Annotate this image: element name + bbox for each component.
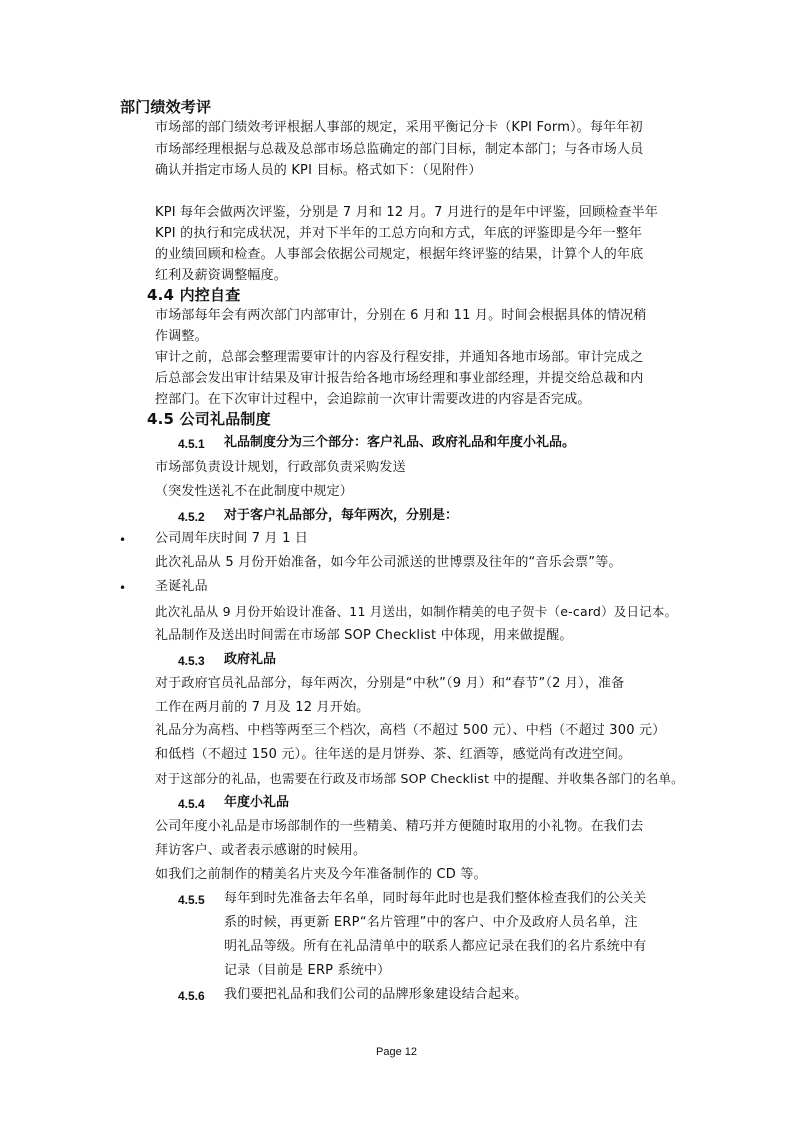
body-line: 对于这部分的礼品，也需要在行政及市场部 SOP Checklist 中的提醒、并收集各部门的名单。	[155, 771, 684, 786]
subsection-number: 4.5.6	[178, 989, 205, 1003]
bullet-marker: •	[119, 533, 127, 547]
subsection-number: 4.5.1	[178, 437, 205, 451]
body-line: （突发性送礼不在此制度中规定）	[155, 484, 354, 499]
body-line: KPI 的执行和完成状况，并对下半年的工总方向和方式，年底的评鉴即是今年一整年	[155, 226, 643, 241]
body-line: 系的时候，再更新 ERP“名片管理”中的客户、中介及政府人员名单，注	[224, 915, 638, 930]
list-item-desc: 此次礼品从 9 月份开始设计准备、11 月送出，如制作精美的电子贺卡（e-card）及日记本。	[155, 604, 678, 619]
subsection-number: 4.5.2	[178, 510, 205, 524]
list-item-label: 圣诞礼品	[155, 579, 208, 594]
body-line: 确认并指定市场人员的 KPI 目标。格式如下：（见附件）	[155, 163, 482, 178]
section-heading: 4.4 内控自查	[147, 286, 241, 304]
subsection-title: 政府礼品	[224, 652, 277, 667]
body-line: 和低档（不超过 150 元）。往年送的是月饼券、茶、红酒等，感觉尚有改进空间。	[155, 747, 632, 762]
subsection-number: 4.5.3	[178, 654, 205, 668]
body-line: 市场部每年会有两次部门内部审计，分别在 6 月和 11 月。时间会根据具体的情况稍	[155, 308, 647, 323]
body-line: 市场部的部门绩效考评根据人事部的规定，采用平衡记分卡（KPI Form）。每年年初	[155, 120, 643, 135]
bullet-marker: •	[119, 581, 127, 595]
page-number: Page 12	[376, 1046, 417, 1058]
body-line: 记录（目前是 ERP 系统中）	[224, 963, 391, 978]
body-line: KPI 每年会做两次评鉴，分别是 7 月和 12 月。7 月进行的是年中评鉴，回顾检查半年	[155, 205, 659, 220]
subsection-title: 年度小礼品	[224, 795, 290, 810]
body-line: 工作在两月前的 7 月及 12 月开始。	[155, 700, 370, 715]
list-item-desc: 礼品制作及送出时间需在市场部 SOP Checklist 中体现，用来做提醒。	[155, 628, 573, 643]
body-line: 作调整。	[155, 329, 208, 344]
body-line: 明礼品等级。所有在礼品清单中的联系人都应记录在我们的名片系统中有	[224, 939, 647, 954]
body-line: 拜访客户、或者表示感谢的时候用。	[155, 843, 367, 858]
body-line: 每年到时先准备去年名单，同时每年此时也是我们整体检查我们的公关关	[224, 891, 647, 906]
list-item-desc: 此次礼品从 5 月份开始准备，如今年公司派送的世博票及往年的“音乐会票”等。	[155, 555, 622, 570]
body-line: 控部门。在下次审计过程中，会追踪前一次审计需要改进的内容是否完成。	[155, 392, 591, 407]
subsection-title: 礼品制度分为三个部分：客户礼品、政府礼品和年度小礼品。	[224, 435, 576, 450]
body-line: 礼品分为高档、中档等两至三个档次，高档（不超过 500 元）、中档（不超过 300 元）	[155, 723, 666, 738]
subsection-number: 4.5.5	[178, 893, 205, 907]
body-line: 公司年度小礼品是市场部制作的一些精美、精巧并方便随时取用的小礼物。在我们去	[155, 819, 644, 834]
body-line: 如我们之前制作的精美名片夹及今年准备制作的 CD 等。	[155, 867, 487, 882]
body-line: 市场部负责设计规划，行政部负责采购发送	[155, 460, 406, 475]
section-heading: 4.5 公司礼品制度	[147, 410, 271, 428]
body-line: 红利及薪资调整幅度。	[155, 268, 288, 283]
body-line: 对于政府官员礼品部分，每年两次，分别是“中秋”（9 月）和“春节”（2 月），准备	[155, 676, 625, 691]
body-line: 市场部经理根据与总裁及总部市场总监确定的部门目标，制定本部门；与各市场人员	[155, 142, 644, 157]
body-line: 的业绩回顾和检查。人事部会依据公司规定，根据年终评鉴的结果，计算个人的年底	[155, 247, 644, 262]
subsection-title: 对于客户礼品部分，每年两次，分别是：	[224, 508, 459, 523]
subsection-number: 4.5.4	[178, 797, 205, 811]
body-line: 后总部会发出审计结果及审计报告给各地市场经理和事业部经理，并提交给总裁和内	[155, 371, 644, 386]
body-line: 审计之前，总部会整理需要审计的内容及行程安排，并通知各地市场部。审计完成之	[155, 350, 644, 365]
body-line: 我们要把礼品和我们公司的品牌形象建设结合起来。	[224, 987, 528, 1002]
section-heading: 部门绩效考评	[120, 98, 212, 116]
list-item-label: 公司周年庆时间 7 月 1 日	[155, 531, 309, 546]
